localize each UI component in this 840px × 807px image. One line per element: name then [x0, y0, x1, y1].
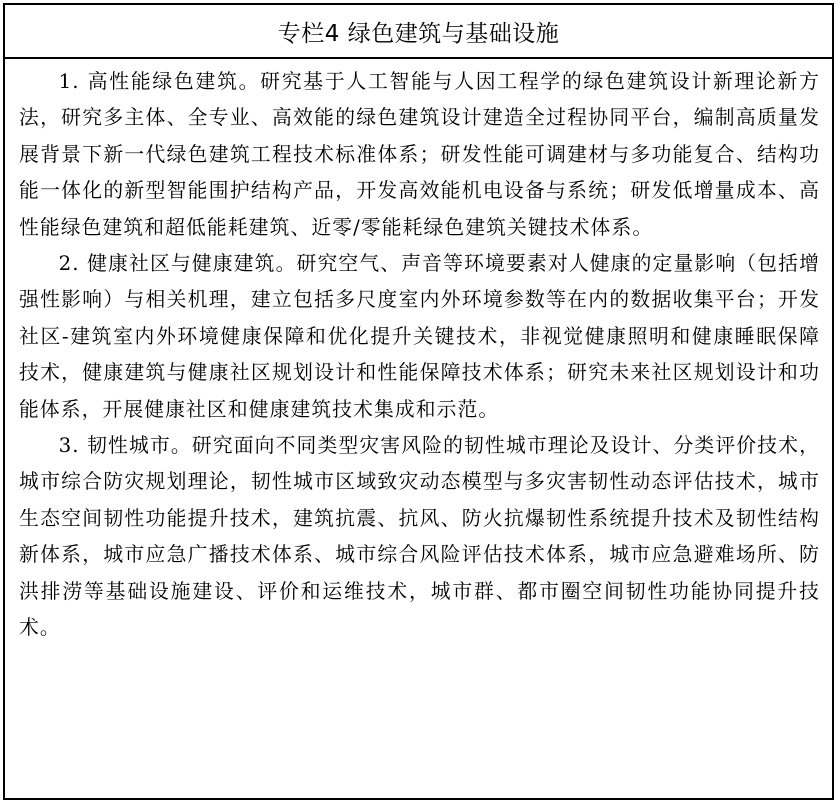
title-row	[5, 5, 832, 59]
paragraph-healthy-community: 2. 健康社区与健康建筑。研究空气、声音等环境要素对人健康的定量影响（包括增强性影响）与相关机理，建立包括多尺度室内外环境参数等在内的数据收集平台；开发社区-建筑室内外环境健康保障和优化提升关键技术，非视觉健康照明和健康睡眠保障技术，健康建筑与健康社区规划设计和性能保障技术体系；研究未来社区规划设计和功能体系，开展健康社区和健康建筑技术集成和示范。	[19, 252, 820, 421]
column-content	[5, 59, 832, 647]
column-box	[3, 3, 834, 800]
paragraph-resilient-city: 3. 韧性城市。研究面向不同类型灾害风险的韧性城市理论及设计、分类评价技术，城市综合防灾规划理论，韧性城市区域致灾动态模型与多灾害韧性动态评估技术，城市生态空间韧性功能提升技术，建筑抗震、抗风、防火抗爆韧性系统提升技术及韧性结构新体系，城市应急广播技术体系、城市综合风险评估技术体系，城市应急避难场所、防洪排涝等基础设施建设、评价和运维技术，城市群、都市圈空间韧性功能协同提升技术。	[19, 434, 820, 640]
paragraph-green-building: 1. 高性能绿色建筑。研究基于人工智能与人因工程学的绿色建筑设计新理论新方法，研究多主体、全专业、高效能的绿色建筑设计建造全过程协同平台，编制高质量发展背景下新一代绿色建筑工程技术标准体系；研发性能可调建材与多功能复合、结构功能一体化的新型智能围护结构产品，开发高效能机电设备与系统；研发低增量成本、高性能绿色建筑和超低能耗建筑、近零/零能耗绿色建筑关键技术体系。	[19, 70, 820, 239]
column-title: 专栏4 绿色建筑与基础设施	[277, 20, 560, 47]
